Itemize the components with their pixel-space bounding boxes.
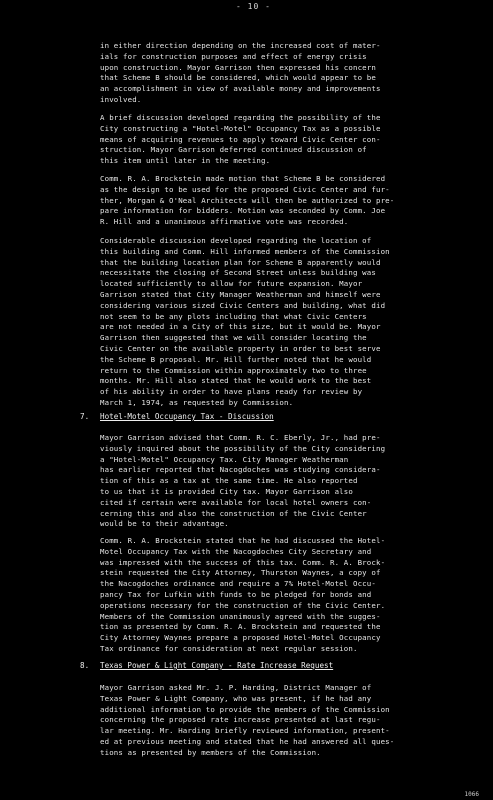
text-line: considering various sized Civic Centers and building, what did <box>100 300 386 310</box>
text-line: ther, Morgan & O'Neal Architects will then be authorized to pre- <box>100 195 395 205</box>
text-line: ials for construction purposes and effect of energy crisis <box>100 51 367 61</box>
corner-mark: 1066 <box>464 791 479 798</box>
text-line: this building and Comm. Hill informed members of the Commission <box>100 246 390 256</box>
text-line: that Scheme B should be considered, which would appear to be <box>100 73 376 83</box>
paragraph-rate-increase <box>100 683 394 759</box>
text-line: cerning this and also the construction of the Civic Center <box>100 508 367 518</box>
text-line: struction. Mayor Garrison deferred continued discussion of <box>100 145 367 155</box>
text-line: return to the Commission within approximately two to three <box>100 365 367 375</box>
text-line: A brief discussion developed regarding the possibility of the <box>100 113 381 122</box>
text-line: in either direction depending on the increased cost of mater- <box>100 41 381 50</box>
text-line: Comm. R. A. Brockstein made motion that Scheme B be considered <box>100 174 386 183</box>
text-line: City Attorney Waynes prepare a proposed Hotel-Motel Occupancy <box>100 633 381 643</box>
text-line: this item until later in the meeting. <box>100 156 271 166</box>
text-line: tion as presented by Comm. R. A. Brockstein and requested the <box>100 622 381 632</box>
text-line: Garrison stated that City Manager Weatherman and himself were <box>100 289 381 299</box>
text-line: an accomplishment in view of available money and improvements <box>100 84 381 94</box>
text-line: was impressed with the success of this tax. Comm. R. A. Brock- <box>100 557 386 567</box>
text-line: not seem to be any plots including that what Civic Centers <box>100 311 367 321</box>
text-line: viously inquired about the possibility of the City considering <box>100 443 386 453</box>
text-line: Members of the Commission unanimously agreed with the sugges- <box>100 611 381 621</box>
section-heading-rate-increase <box>80 661 333 672</box>
paragraph-occupancy-tax-discussion <box>100 113 381 167</box>
text-line: R. Hill and a unanimous affirmative vote was recorded. <box>100 217 349 227</box>
text-line: City constructing a "Hotel-Motel" Occupancy Tax as a possible <box>100 123 381 133</box>
text-line: additional information to provide the members of the Commission <box>100 704 390 714</box>
section-number: 8. <box>80 661 90 670</box>
text-line: to us that it is provided City tax. Mayor Garrison also <box>100 486 353 496</box>
text-line: stein requested the City Attorney, Thurston Waynes, a copy of <box>100 568 381 578</box>
text-line: Civic Center on the available property in order to best serve <box>100 343 381 353</box>
paragraph-civic-center-schemes <box>100 41 381 106</box>
text-line: the Nacogdoches ordinance and require a 7% Hotel-Motel Occu- <box>100 579 376 589</box>
text-line: Tax ordinance for consideration at next regular session. <box>100 643 358 653</box>
text-line: months. Mr. Hill also stated that he would work to the best <box>100 376 372 386</box>
text-line: are not needed in a City of this size, but it would be. Mayor <box>100 322 381 332</box>
text-line: of his ability in order to have plans ready for review by <box>100 387 363 397</box>
text-line: Texas Power & Light Company, who was present, if he had any <box>100 693 372 703</box>
text-line: operations necessary for the construction of the Civic Center. <box>100 600 386 610</box>
text-line: concerning the proposed rate increase presented at last regu- <box>100 715 381 725</box>
section-title: Hotel-Motel Occupancy Tax - Discussion <box>100 412 274 421</box>
section-number: 7. <box>80 412 90 421</box>
text-line: that the building location plan for Scheme B apparently would <box>100 257 381 267</box>
paragraph-scheme-b-motion <box>100 174 394 228</box>
text-line: Motel Occupancy Tax with the Nacogdoches City Secretary and <box>100 546 372 556</box>
text-line: would be to their advantage. <box>100 519 229 529</box>
text-line: involved. <box>100 94 142 104</box>
text-line: Comm. R. A. Brockstein stated that he had discussed the Hotel- <box>100 536 386 545</box>
section-title: Texas Power & Light Company - Rate Increase Request <box>100 661 334 670</box>
text-line: ed at previous meeting and stated that he had answered all ques- <box>100 736 395 746</box>
text-line: the Scheme B proposal. Mr. Hill further noted that he would <box>100 354 372 364</box>
text-line: has earlier reported that Nacogdoches was studying considera- <box>100 465 381 475</box>
paragraph-hotel-motel-tax-motion <box>100 536 385 655</box>
text-line: lar meeting. Mr. Harding briefly reviewed information, present- <box>100 726 390 736</box>
paragraph-hotel-motel-tax-intro <box>100 433 385 530</box>
page-number: - 10 - <box>236 2 271 11</box>
text-line: necessitate the closing of Second Street unless building was <box>100 268 376 278</box>
text-line: as the design to be used for the proposed Civic Center and fur- <box>100 184 390 194</box>
text-line: Mayor Garrison asked Mr. J. P. Harding, District Manager of <box>100 683 372 692</box>
section-heading-hotel-motel-tax <box>80 412 274 423</box>
text-line: located sufficiently to allow for future expansion. Mayor <box>100 279 363 289</box>
text-line: tions as presented by members of the Commission. <box>100 747 321 757</box>
text-line: pare information for bidders. Motion was seconded by Comm. Joe <box>100 206 386 216</box>
text-line: cited if certain were available for local hotel owners con- <box>100 497 372 507</box>
text-line: March 1, 1974, as requested by Commission. <box>100 397 294 407</box>
text-line: Considerable discussion developed regarding the location of <box>100 236 372 245</box>
text-line: Mayor Garrison advised that Comm. R. C. Eberly, Jr., had pre- <box>100 433 381 442</box>
text-line: tion of this as a tax at the same time. He also reported <box>100 476 358 486</box>
text-line: a "Hotel-Motel" Occupancy Tax. City Manager Weatherman <box>100 454 349 464</box>
text-line: upon construction. Mayor Garrison then expressed his concern <box>100 62 376 72</box>
text-line: pancy Tax for Lufkin with funds to be pledged for bonds and <box>100 589 372 599</box>
text-line: Garrison then suggested that we will consider locating the <box>100 333 367 343</box>
text-line: means of acquiring revenues to apply toward Civic Center con- <box>100 134 381 144</box>
paragraph-building-location <box>100 236 390 409</box>
